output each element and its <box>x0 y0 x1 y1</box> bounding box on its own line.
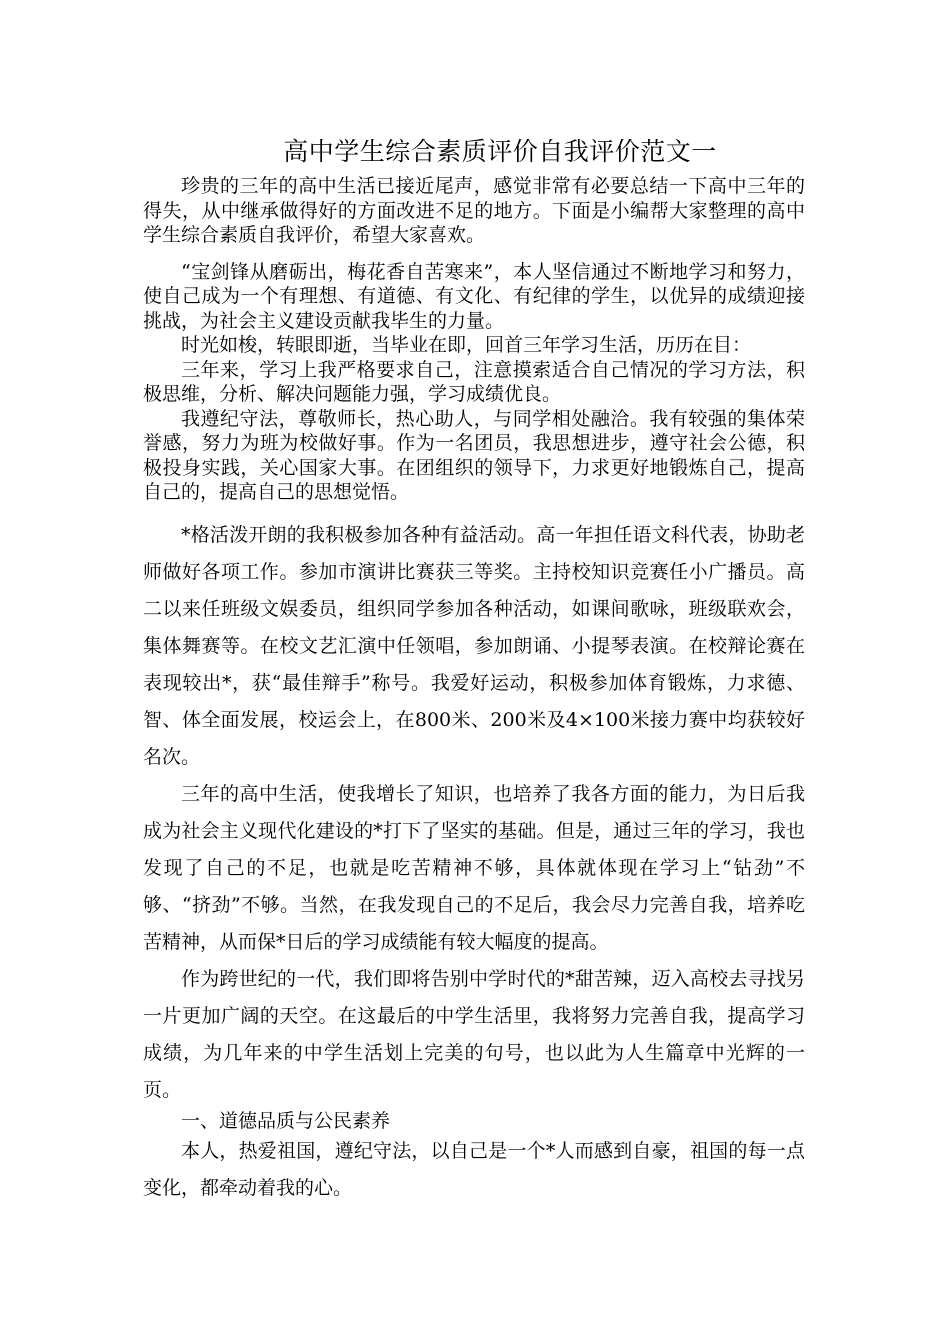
paragraph-study: 三年来，学习上我严格要求自己，注意摸索适合自己情况的学习方法，积极思维，分析、解决问题能力强，学习成绩优良。 <box>143 358 805 405</box>
section-heading-morality: 一、道德品质与公民素养 <box>181 1109 391 1132</box>
paragraph-activities: *格活泼开朗的我积极参加各种有益活动。高一年担任语文科代表，协助老师做好各项工作。参加市演讲比赛获三等奖。主持校知识竞赛任小广播员。高二以来任班级文娱委员，组织同学参加各种活动，如课间歌咏，班级联欢会，集体舞赛等。在校文艺汇演中任领唱，参加朗诵、小提琴表演。在校辩论赛在表现较出*，获“最佳辩手”称号。我爱好运动，积极参加体育锻炼，力求德、智、体全面发展，校运会上，在800米、200米及4×100米接力赛中均获较好名次。 <box>143 523 805 768</box>
paragraph-future: 作为跨世纪的一代，我们即将告别中学时代的*甜苦辣，迈入高校去寻找另一片更加广阔的天空。在这最后的中学生活里，我将努力完善自我，提高学习成绩，为几年来的中学生活划上完美的句号，也以此为人生篇章中光辉的一页。 <box>143 967 805 1101</box>
paragraph-review: 时光如梭，转眼即逝，当毕业在即，回首三年学习生活，历历在目： <box>181 334 752 356</box>
document-title: 高中学生综合素质评价自我评价范文一 <box>283 137 717 166</box>
paragraph-motto: “宝剑锋从磨砺出，梅花香自苦寒来”，本人坚信通过不断地学习和努力，使自己成为一个有理想、有道德、有文化、有纪律的学生，以优异的成绩迎接挑战，为社会主义建设贡献我毕生的力量。 <box>143 260 805 332</box>
paragraph-intro: 珍贵的三年的高中生活已接近尾声，感觉非常有必要总结一下高中三年的得失，从中继承做得好的方面改进不足的地方。下面是小编帮大家整理的高中学生综合素质自我评价，希望大家喜欢。 <box>143 175 805 246</box>
document-body <box>143 174 805 1207</box>
paragraph-patriotism: 本人，热爱祖国，遵纪守法，以自己是一个*人而感到自豪，祖国的每一点变化，都牵动着我的心。 <box>143 1140 805 1199</box>
paragraph-conduct: 我遵纪守法，尊敬师长，热心助人，与同学相处融洽。我有较强的集体荣誉感，努力为班为校做好事。作为一名团员，我思想进步，遵守社会公德，积极投身实践，关心国家大事。在团组织的领导下，力求更好地锻炼自己，提高自己的，提高自己的思想觉悟。 <box>143 407 805 503</box>
paragraph-reflection: 三年的高中生活，使我增长了知识，也培养了我各方面的能力，为日后我成为社会主义现代化建设的*打下了坚实的基础。但是，通过三年的学习，我也发现了自己的不足，也就是吃苦精神不够，具体就体现在学习上“钻劲”不够、“挤劲”不够。当然，在我发现自己的不足后，我会尽力完善自我，培养吃苦精神，从而保*日后的学习成绩能有较大幅度的提高。 <box>143 782 805 953</box>
